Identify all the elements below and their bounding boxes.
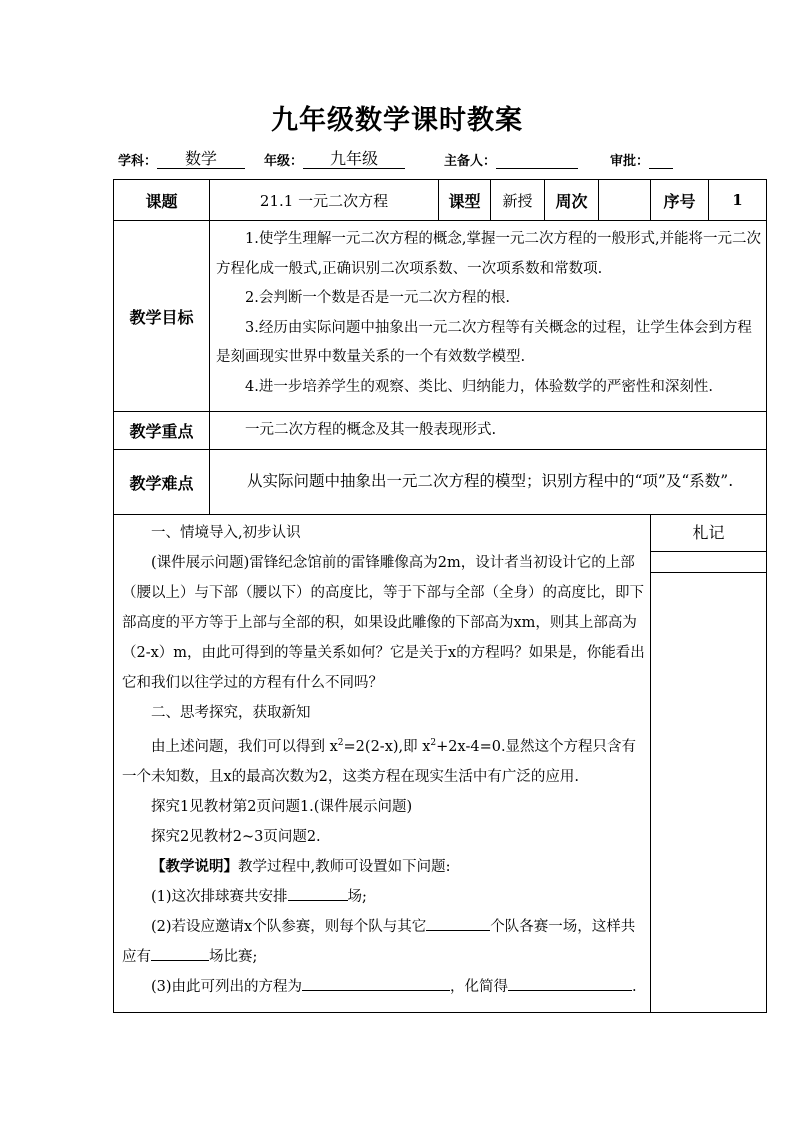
objectives-row [114, 221, 767, 412]
section1-text: (课件展示问题)雷锋纪念馆前的雷锋雕像高为2m，设计者当初设计它的上部（腰以上）与下部（腰以下）的高度比，等于下部与全部（全身）的高度比，即下部高度的平方等于上部与全部的积，如果设此雕像的下部高为xm，则其上部高为（2-x）m，由此可得到的等量关系如何？它是关于x的方程吗？如果是，你能看出它和我们以往学过的方程有什么不同吗？ [122, 555, 645, 691]
explore-2: 探究2见教材2~3页问题2. [151, 828, 321, 845]
page-title: 九年级数学课时教案 [271, 105, 523, 136]
difficulties-text: 从实际问题中抽象出一元二次方程的模型；识别方程中的“项”及“系数”. [247, 472, 734, 491]
subject-value: 数学 [157, 150, 245, 169]
section1-title: 一、情境导入,初步认识 [151, 525, 301, 541]
objective-item: 4.进一步培养学生的观察、类比、归纳能力，体验数学的严密性和深刻性. [245, 378, 713, 395]
key-points-text: 一元二次方程的概念及其一般表现形式. [245, 421, 497, 438]
type-value: 新授 [491, 180, 545, 221]
difficulties-content [210, 450, 767, 515]
notes-line [651, 552, 766, 573]
key-points-label: 教学重点 [114, 412, 210, 450]
preparer-label: 主备人： [444, 154, 497, 169]
week-label: 周次 [545, 180, 599, 221]
notes-label: 札记 [651, 515, 766, 552]
question-3: (3)由此可列出的方程为 ，化简得 . [122, 972, 646, 1002]
header-row [114, 180, 767, 221]
section2-text: 由上述问题，我们可以得到 $x^2=2(2-x)$,即 $x^2+2x-4=0$.显然这个方程只含有一个未知数，且x的最高次数为2，这类方程在现实生活中有广泛的应用. [122, 738, 637, 785]
seq-label: 序号 [651, 180, 709, 221]
objective-item: 2.会判断一个数是否是一元二次方程的根. [245, 290, 510, 306]
difficulties-row [114, 450, 767, 515]
lesson-plan-table [113, 179, 767, 1013]
difficulties-label: 教学难点 [114, 450, 210, 515]
answer-blank [288, 886, 348, 901]
seq-value: 1 [709, 180, 767, 221]
reviewer-value [649, 168, 673, 169]
topic-label: 课题 [114, 180, 210, 221]
process-content [114, 515, 651, 1013]
question-1: (1)这次排球赛共安排 场; [122, 882, 646, 912]
answer-blank [302, 976, 450, 991]
preparer-field [444, 150, 578, 169]
answer-blank [426, 916, 490, 931]
grade-label: 年级： [264, 154, 304, 169]
objectives-content [210, 221, 767, 412]
subject-field [118, 150, 245, 169]
type-label: 课型 [439, 180, 491, 221]
week-value [599, 180, 651, 221]
grade-field [264, 150, 405, 169]
subject-label: 学科： [118, 154, 158, 169]
objectives-label: 教学目标 [114, 221, 210, 412]
key-points-content [210, 412, 767, 450]
preparer-value [496, 168, 578, 169]
reviewer-field [610, 150, 673, 169]
objective-item: 3.经历由实际问题中抽象出一元二次方程等有关概念的过程，让学生体会到方程是刻画现实世界中数量关系的一个有效数学模型. [216, 319, 752, 365]
process-row [114, 515, 767, 1013]
meta-row [118, 150, 738, 172]
grade-value: 九年级 [303, 150, 405, 169]
answer-blank [151, 946, 209, 961]
teaching-note: 【教学说明】教学过程中,教师可设置如下问题: [151, 857, 451, 875]
question-2: (2)若设应邀请x个队参赛，则每个队与其它 个队各赛一场，这样共应有 场比赛; [122, 912, 646, 972]
topic-value: 21.1 一元二次方程 [210, 180, 439, 221]
key-points-row [114, 412, 767, 450]
answer-blank [508, 976, 632, 991]
reviewer-label: 审批： [610, 154, 650, 169]
notes-column [651, 515, 767, 1013]
explore-1: 探究1见教材第2页问题1.(课件展示问题) [151, 798, 413, 815]
section2-title: 二、思考探究，获取新知 [151, 705, 311, 721]
objective-item: 1.使学生理解一元二次方程的概念,掌握一元二次方程的一般形式,并能将一元二次方程化成一般式,正确识别二次项系数、一次项系数和常数项. [216, 231, 762, 277]
